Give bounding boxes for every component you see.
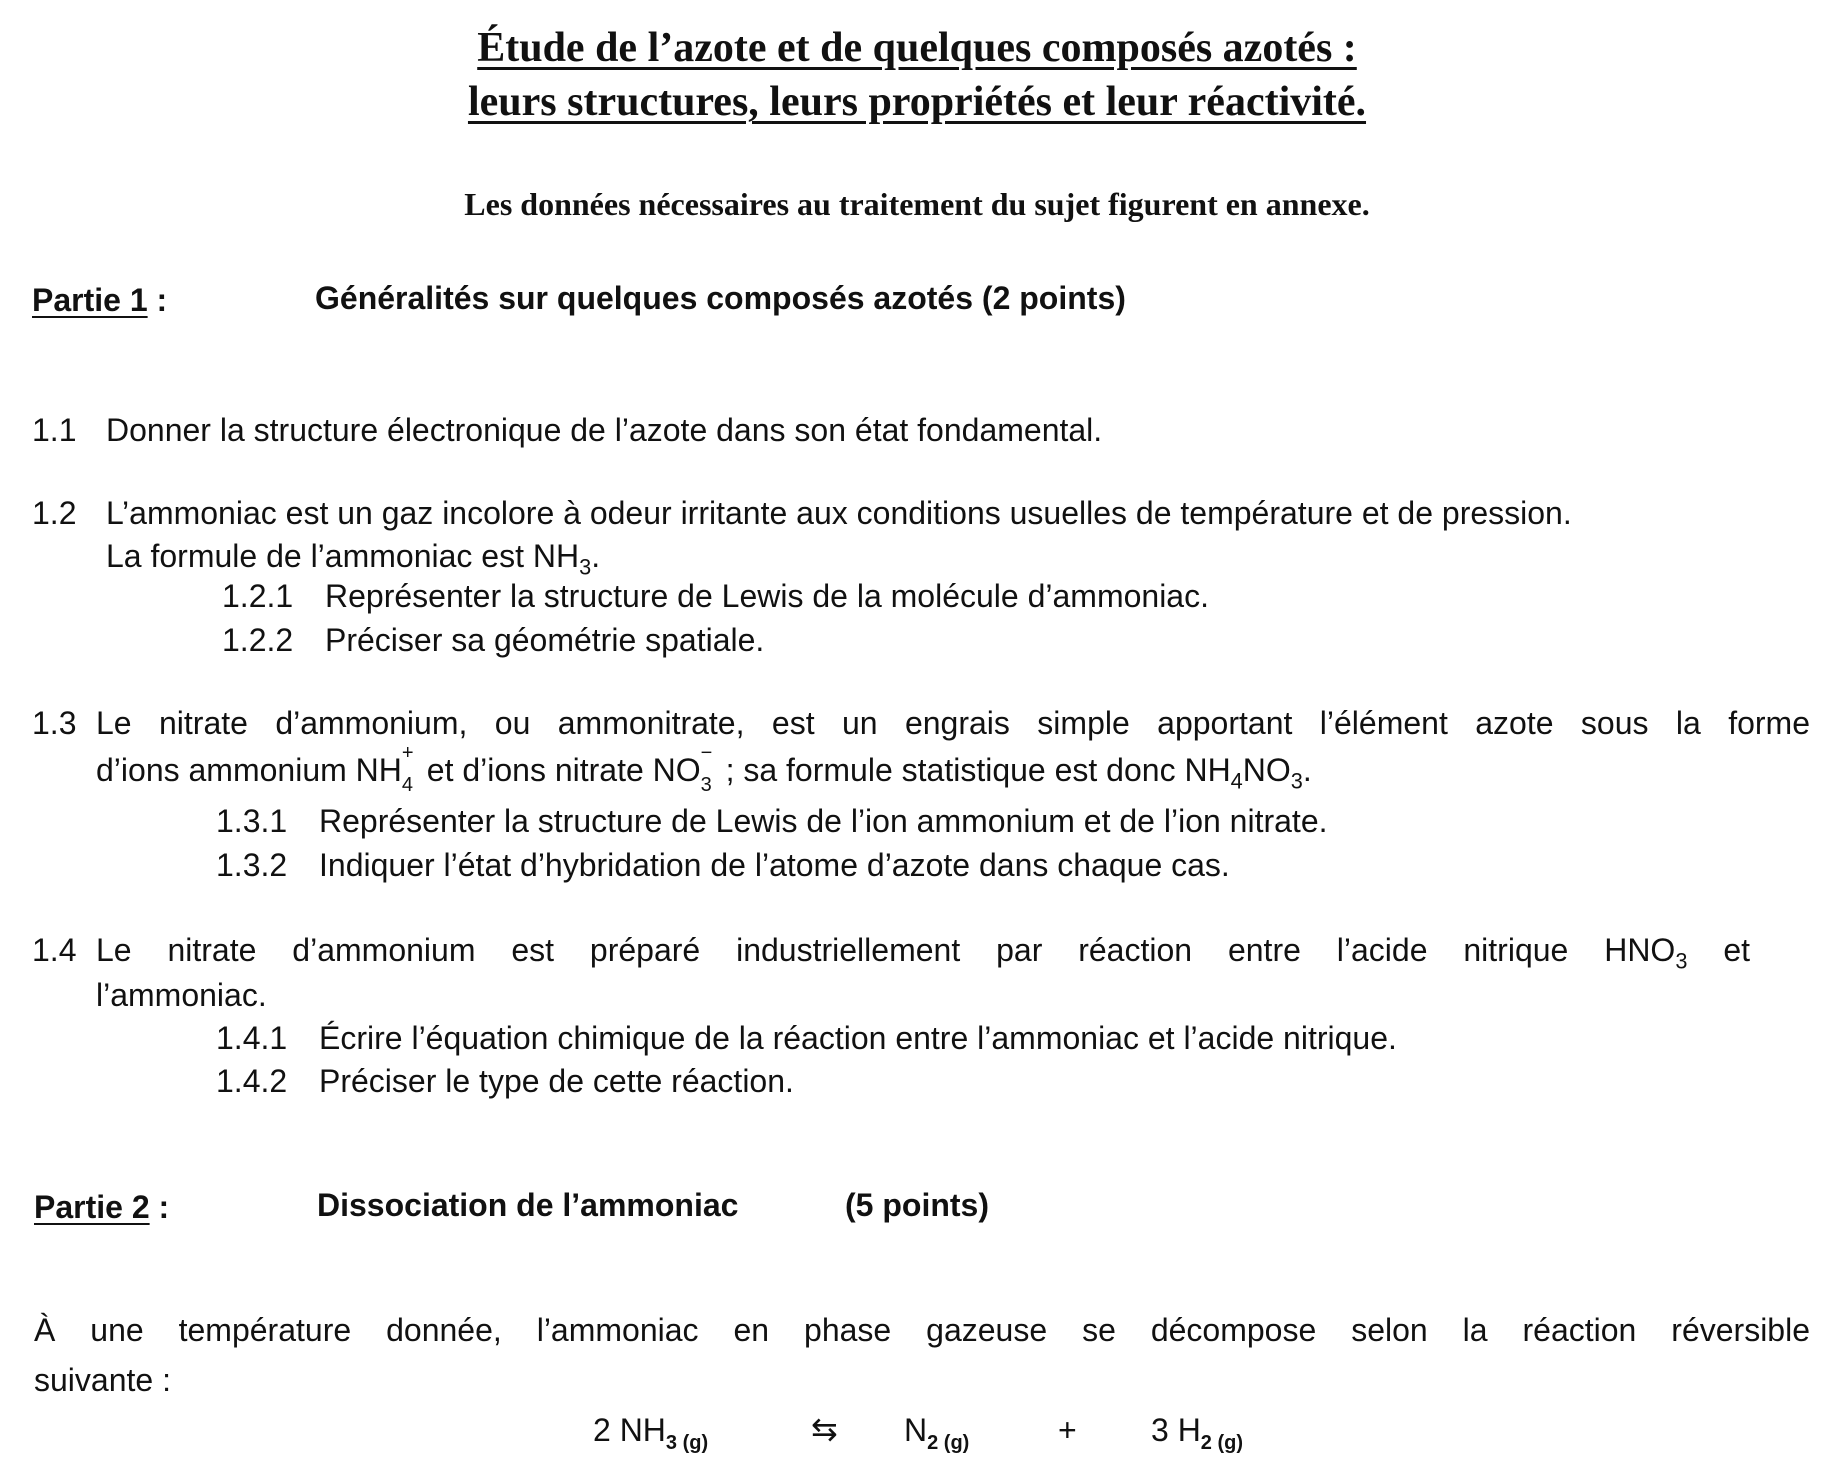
question-1-3-2: 1.3.2 Indiquer l’état d’hybridation de l’atome d’azote dans chaque cas. bbox=[216, 847, 1230, 883]
document-title-line1: Étude de l’azote et de quelques composés azotés : bbox=[477, 25, 1357, 71]
question-1-2-2: 1.2.2 Préciser sa géométrie spatiale. bbox=[222, 622, 765, 658]
equation-plus: + bbox=[1058, 1412, 1077, 1448]
question-1-4-line2: l’ammoniac. bbox=[96, 977, 267, 1013]
part1-title: Généralités sur quelques composés azotés (2 points) bbox=[315, 280, 1126, 316]
part2-intro-line2: suivante : bbox=[34, 1362, 171, 1398]
question-1-2-1: 1.2.1 Représenter la structure de Lewis de la molécule d’ammoniac. bbox=[222, 578, 1209, 614]
equilibrium-arrow-icon: ⇆ bbox=[811, 1411, 838, 1447]
part2-points: (5 points) bbox=[845, 1187, 989, 1223]
question-1-3-line2: d’ions ammonium NH + 4 et d’ions nitrate NO − 3 ; sa formule statistique est donc $NH_4NO_3$. bbox=[96, 742, 1312, 796]
question-1-4-2: 1.4.2 Préciser le type de cette réaction. bbox=[216, 1063, 794, 1099]
document-title-line2: leurs structures, leurs propriétés et leur réactivité. bbox=[467, 79, 1367, 125]
question-1-4: 1.4 Le nitrate d’ammonium est préparé industriellement par réaction entre l’acide nitrique $HNO_3$ et bbox=[32, 932, 1751, 974]
part2-label: Partie 2 : bbox=[34, 1189, 170, 1225]
equation-reactant: 2 $NH_{3 (g)}$ bbox=[593, 1412, 709, 1454]
equation-product1: $N_{2 (g)}$ bbox=[904, 1412, 970, 1454]
question-1-3-1: 1.3.1 Représenter la structure de Lewis de l’ion ammonium et de l’ion nitrate. bbox=[216, 803, 1328, 839]
part2-intro-line1: À une température donnée, l’ammoniac en phase gazeuse se décompose selon la réaction réversible bbox=[34, 1312, 1810, 1348]
part1-label: Partie 1 : bbox=[32, 282, 168, 318]
question-1-4-1: 1.4.1 Écrire l’équation chimique de la réaction entre l’ammoniac et l’acide nitrique. bbox=[216, 1020, 1397, 1056]
equation-product2: 3 $H_{2 (g)}$ bbox=[1151, 1412, 1244, 1454]
part2-title: Dissociation de l’ammoniac bbox=[317, 1187, 739, 1223]
question-1-2: 1.2 L’ammoniac est un gaz incolore à odeur irritante aux conditions usuelles de température et de pression. bbox=[32, 495, 1572, 531]
question-1-2-line2: La formule de l’ammoniac est $NH_3$. bbox=[106, 538, 601, 580]
question-1-3: 1.3 Le nitrate d’ammonium, ou ammonitrate, est un engrais simple apportant l’élément azote sous la forme bbox=[32, 705, 1810, 741]
document-subtitle: Les données nécessaires au traitement du sujet figurent en annexe. bbox=[464, 186, 1370, 222]
question-1-1: 1.1 Donner la structure électronique de l’azote dans son état fondamental. bbox=[32, 412, 1103, 448]
